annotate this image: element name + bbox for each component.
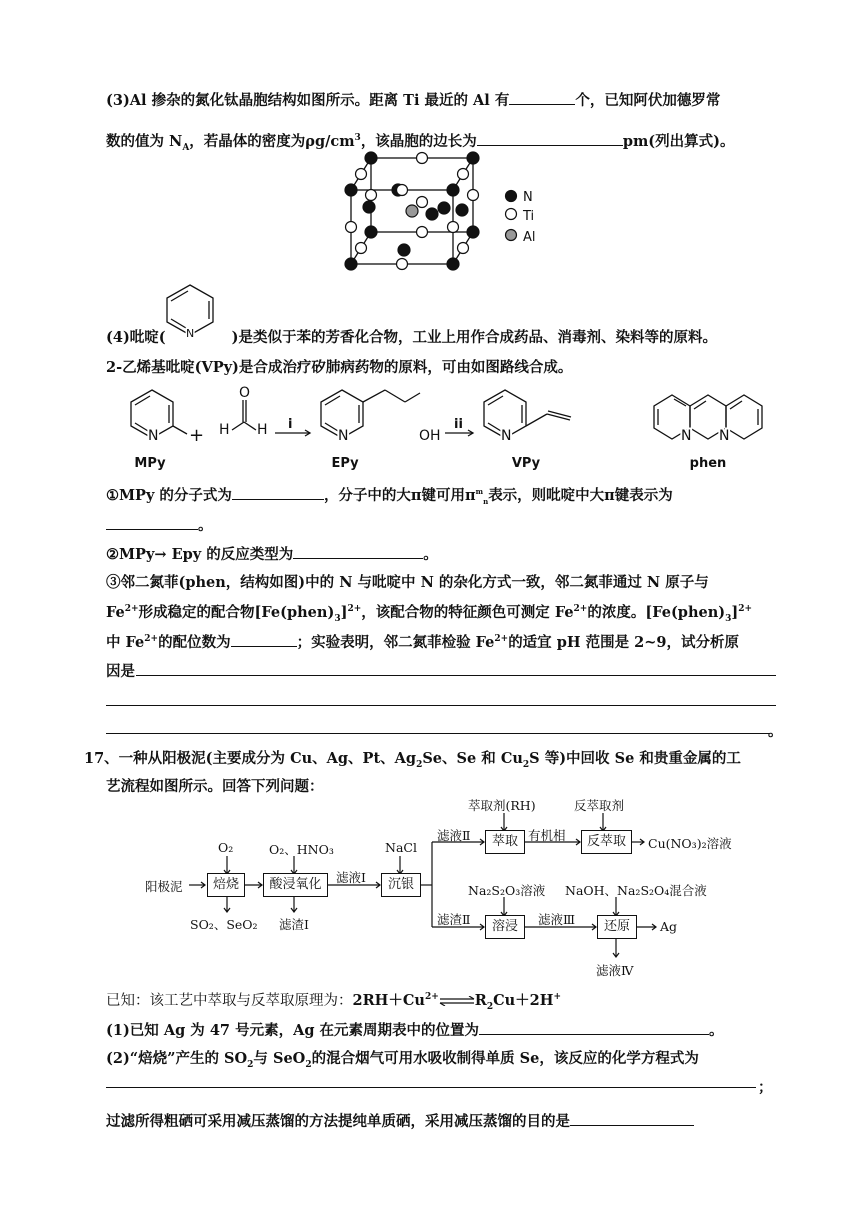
text: 的适宜 pH 范围是 2~9，试分析原: [508, 634, 739, 651]
flow-box-acid-leach: 酸浸氧化: [263, 873, 328, 897]
text: 2RH＋Cu: [352, 992, 425, 1009]
text: m: [475, 487, 484, 497]
text: A: [182, 142, 190, 153]
text: 2+: [738, 604, 753, 615]
flow-filtrate3: 滤液Ⅲ: [538, 912, 576, 927]
text: 2: [305, 1059, 312, 1070]
text: ]: [340, 604, 348, 621]
text: 2: [247, 1059, 254, 1070]
flow-box-back-extract: 反萃取: [581, 830, 632, 854]
flow-box-extract: 萃取: [485, 830, 525, 854]
text: Fe: [106, 604, 125, 621]
text: 的混合烟气可用水吸收制得单质 Se，该反应的化学方程式为: [311, 1050, 699, 1067]
text: Cu＋2H: [493, 992, 554, 1009]
text: 。: [709, 1022, 724, 1039]
text: 中 Fe: [106, 634, 145, 651]
mpy-atom-n: N: [148, 428, 159, 444]
flow-box-precipitate-silver: 沉银: [381, 873, 421, 897]
text: 2+: [124, 604, 139, 615]
text: 形成稳定的配合物[Fe(phen): [138, 604, 335, 621]
plus-sign: +: [189, 425, 205, 446]
flow-input-naoh-mix: NaOH、Na₂S₂O₄混合液: [565, 883, 707, 898]
flow-output-filtrate4: 滤液Ⅳ: [596, 963, 634, 978]
flow-input-na2s2o3: Na₂S₂O₃溶液: [468, 883, 546, 898]
flow-input-back-extractant: 反萃取剂: [574, 798, 625, 813]
text: 2+: [347, 604, 362, 615]
atom-h-right: H: [257, 422, 268, 438]
phen-atom-n2: N: [719, 428, 730, 444]
q17-part2-line1: [106, 1047, 699, 1070]
text: ，分子中的大π键可用π: [323, 487, 476, 504]
text: (3)Al 掺杂的氮化钛晶胞结构如图所示。距离 Ti 最近的 Al 有: [106, 92, 510, 109]
atom-oh: OH: [419, 428, 441, 444]
text: ②MPy→ Epy 的反应类型为: [106, 546, 294, 563]
equilibrium-arrow-icon: [439, 996, 475, 1006]
text: R: [474, 992, 487, 1009]
flow-start-anode-mud: 阳极泥: [145, 879, 183, 894]
text: 2+: [424, 992, 439, 1003]
flow-filtrate1: 滤液Ⅰ: [336, 870, 366, 885]
phen-atom-n1: N: [681, 428, 692, 444]
text: 2: [522, 759, 530, 770]
text: pm(列出算式)。: [622, 133, 735, 150]
flow-input-extractant: 萃取剂(RH): [468, 798, 536, 813]
text: 2+: [144, 634, 159, 645]
epy-atom-n: N: [338, 428, 349, 444]
legend-label-al: Al: [523, 230, 536, 245]
period: 。: [768, 723, 783, 740]
text: 的浓度。[Fe(phen): [587, 604, 726, 621]
text: 个，已知阿伏加德罗常: [575, 92, 721, 109]
flow-input-o2-hno3: O₂、HNO₃: [269, 842, 334, 857]
compound-label-vpy: VPy: [511, 456, 541, 471]
text: 数的值为 N: [106, 133, 183, 150]
text: 过滤所得粗硒可采用减压蒸馏的方法提纯单质硒，采用减压蒸馏的目的是: [106, 1113, 570, 1130]
text: ，若晶体的密度为ρg/cm: [189, 133, 355, 150]
flow-output-residue1: 滤渣Ⅰ: [279, 917, 309, 932]
q17-known-reaction: [106, 989, 561, 1012]
text: 2+: [573, 604, 588, 615]
answer-blank[interactable]: [570, 1111, 694, 1126]
text: 表示，则吡啶中大π键表示为: [488, 487, 673, 504]
atom-n: N: [186, 327, 195, 340]
flow-output-cu-solution: Cu(NO₃)₂溶液: [648, 836, 732, 851]
text: S 等)中回收 Se 和贵重金属的工: [529, 750, 741, 767]
compound-label-phen: phen: [689, 456, 727, 471]
text: 。: [423, 546, 438, 563]
q17-line2: 艺流程如图所示。回答下列问题：: [106, 778, 324, 795]
q17-part1: [106, 1019, 724, 1040]
q16-sub3-line4: 因是: [106, 663, 135, 680]
text: +: [553, 992, 561, 1003]
text: ①MPy 的分子式为: [106, 487, 232, 504]
text: n: [483, 496, 489, 506]
text: 3: [334, 613, 341, 624]
vpy-atom-n: N: [501, 428, 512, 444]
step-label-ii: ii: [454, 417, 463, 432]
text: 17、一种从阳极泥(主要成分为 Cu、Ag、Pt、Ag: [84, 750, 417, 767]
text: ]: [731, 604, 739, 621]
answer-blank[interactable]: [479, 1020, 709, 1035]
compound-label-epy: EPy: [331, 456, 359, 471]
text: 2+: [494, 634, 509, 645]
flow-box-leach: 溶浸: [485, 915, 525, 939]
flow-output-ag: Ag: [660, 919, 678, 934]
text: 已知：该工艺中萃取与反萃取原理为：: [106, 993, 353, 1009]
flow-organic-phase: 有机相: [528, 828, 566, 843]
q16-part4-line2: 2-乙烯基吡啶(VPy)是合成治疗矽肺病药物的原料，可由如图路线合成。: [106, 359, 573, 376]
legend-label-ti: Ti: [523, 209, 535, 224]
compound-label-mpy: MPy: [134, 456, 166, 471]
text: (4)吡啶(: [106, 329, 166, 346]
text: ，该晶胞的边长为: [360, 133, 477, 150]
atom-h-left: H: [219, 422, 230, 438]
text: 2: [486, 1001, 494, 1012]
flow-filtrate2: 滤液Ⅱ: [437, 828, 471, 843]
text: )是类似于苯的芳香化合物，工业上用作合成药品、消毒剂、染料等的原料。: [231, 329, 718, 346]
text: 2: [416, 759, 423, 770]
text: ，该配合物的特征颜色可测定 Fe: [361, 604, 574, 621]
text: (2)“焙烧”产生的 SO: [106, 1050, 248, 1067]
text: 。: [198, 517, 213, 534]
flow-input-o2: O₂: [218, 840, 234, 855]
q17-part2-line3: [106, 1110, 694, 1131]
text: 的配位数为: [158, 634, 231, 651]
semicolon: ；: [758, 1079, 773, 1096]
step-label-i: i: [288, 417, 293, 432]
q16-sub3-line1: ③邻二氮菲(phen，结构如图)中的 N 与吡啶中 N 的杂化方式一致，邻二氮菲通过 N 原子与: [106, 574, 709, 591]
text: 与 SeO: [253, 1050, 306, 1067]
flow-residue2: 滤渣Ⅱ: [437, 912, 471, 927]
text: 3: [725, 613, 732, 624]
text: (1)已知 Ag 为 47 号元素，Ag 在元素周期表中的位置为: [106, 1022, 480, 1039]
legend-label-n: N: [523, 190, 533, 205]
flow-output-gases: SO₂、SeO₂: [190, 917, 258, 932]
text: 3: [354, 133, 361, 144]
text: Se、Se 和 Cu: [422, 750, 523, 767]
atom-o: O: [239, 385, 251, 401]
flow-input-nacl: NaCl: [385, 840, 417, 855]
flow-box-reduce: 还原: [597, 915, 637, 939]
flow-box-roast: 焙烧: [207, 873, 245, 897]
answer-line[interactable]: [106, 1072, 756, 1088]
text: ；实验表明，邻二氮菲检验 Fe: [296, 634, 495, 651]
